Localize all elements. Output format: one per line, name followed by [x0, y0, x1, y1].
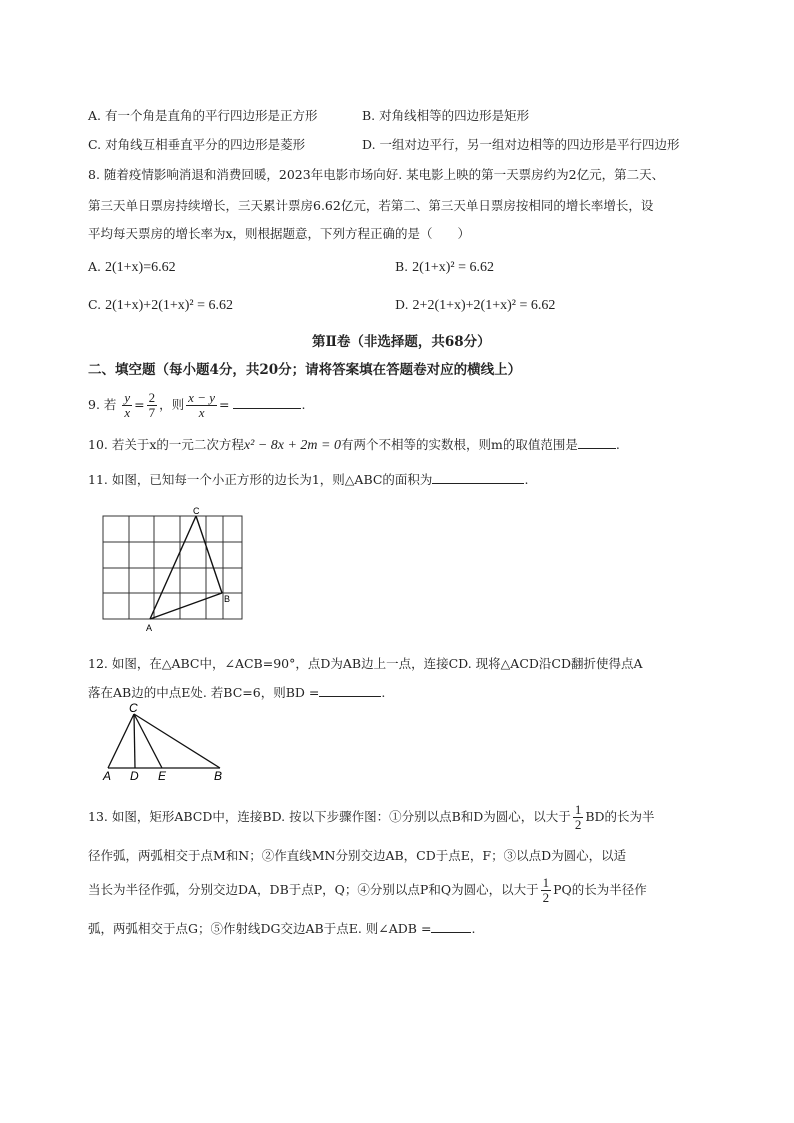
q7-option-c: C. 对角线互相垂直平分的四边形是菱形 — [88, 137, 306, 152]
q12-label-e: E — [158, 769, 167, 782]
q12-label-b: B — [214, 769, 223, 782]
q8-option-c: C. 2(1+x)+2(1+x)² = 6.62 — [88, 297, 234, 313]
q11-question: 11. 如图，已知每一个小正方形的边长为1，则△ABC的面积为 . — [88, 472, 529, 487]
q12-triangle-figure — [100, 702, 235, 782]
q13-line-3: 当长为半径作弧，分别交边DA，DB于点P，Q；④分别以点P和Q为圆心，以大于 $\frac{1}{2}$ PQ的长为半径作 — [88, 875, 647, 905]
q13-line-2: 径作弧，两弧相交于点M和N；②作直线MN分别交边AB，CD于点E，F；③以点D为圆心，以适 — [88, 848, 627, 863]
q12-label-c: C — [129, 702, 138, 715]
q13-line-4: 弧，两弧相交于点G；⑤作射线DG交边AB于点E. 则∠ADB = . — [88, 921, 476, 936]
q8-line-3: 平均每天票房的增长率为x，则根据题意，下列方程正确的是（ ） — [88, 226, 471, 241]
q11-label-b: B — [224, 594, 231, 604]
q11-label-a: A — [146, 623, 153, 633]
q11-grid-figure — [96, 505, 256, 635]
q11-answer-blank[interactable] — [432, 471, 524, 484]
q7-option-d: D. 一组对边平行，另一组对边相等的四边形是平行四边形 — [362, 137, 680, 152]
q8-option-a: A. 2(1+x)=6.62 — [88, 259, 176, 275]
q10-question: 10. 若关于x的一元二次方程x² − 8x + 2m = 0有两个不相等的实数根，则m的取值范围是 . — [88, 437, 620, 453]
q12-label-d: D — [130, 769, 139, 782]
q10-answer-blank[interactable] — [578, 436, 616, 449]
q8-line-2: 第三天单日票房持续增长，三天累计票房6.62亿元，若第二、第三天单日票房按相同的增长率增长，设 — [88, 198, 654, 213]
q8-line-1: 8. 随着疫情影响消退和消费回暖，2023年电影市场向好. 某电影上映的第一天票房约为2亿元，第二天、 — [88, 167, 665, 182]
q13-line-1: 13. 如图，矩形ABCD中，连接BD. 按以下步骤作图：①分别以点B和D为圆心，以大于 $\frac{1}{2}$ BD的长为半 — [88, 802, 655, 832]
q12-line-1: 12. 如图，在△ABC中，∠ACB=90°，点D为AB边上一点，连接CD. 现将△ACD沿CD翻折使得点A — [88, 656, 643, 671]
q9-answer-blank[interactable] — [233, 396, 301, 409]
q7-option-b: B. 对角线相等的四边形是矩形 — [362, 108, 530, 123]
part-2-title: 二、填空题（每小题4分，共20分；请将答案填在答题卷对应的横线上） — [88, 362, 522, 378]
q8-option-b: B. 2(1+x)² = 6.62 — [395, 259, 494, 275]
q12-answer-blank[interactable] — [319, 684, 381, 697]
q12-line-2: 落在AB边的中点E处. 若BC=6，则BD = . — [88, 685, 386, 700]
q12-label-a: A — [103, 769, 112, 782]
q8-option-d: D. 2+2(1+x)+2(1+x)² = 6.62 — [395, 297, 556, 313]
q9-question: 9. 若 $\frac{y}{x}$ = $\frac{2}{7}$ ，则 $\frac{x - y}{x}$ = . — [88, 390, 306, 420]
section-2-title: 第Ⅱ卷（非选择题，共68分） — [312, 334, 491, 350]
q11-label-c: C — [193, 506, 200, 516]
q7-option-a: A. 有一个角是直角的平行四边形是正方形 — [88, 108, 318, 123]
q13-answer-blank[interactable] — [431, 920, 471, 933]
